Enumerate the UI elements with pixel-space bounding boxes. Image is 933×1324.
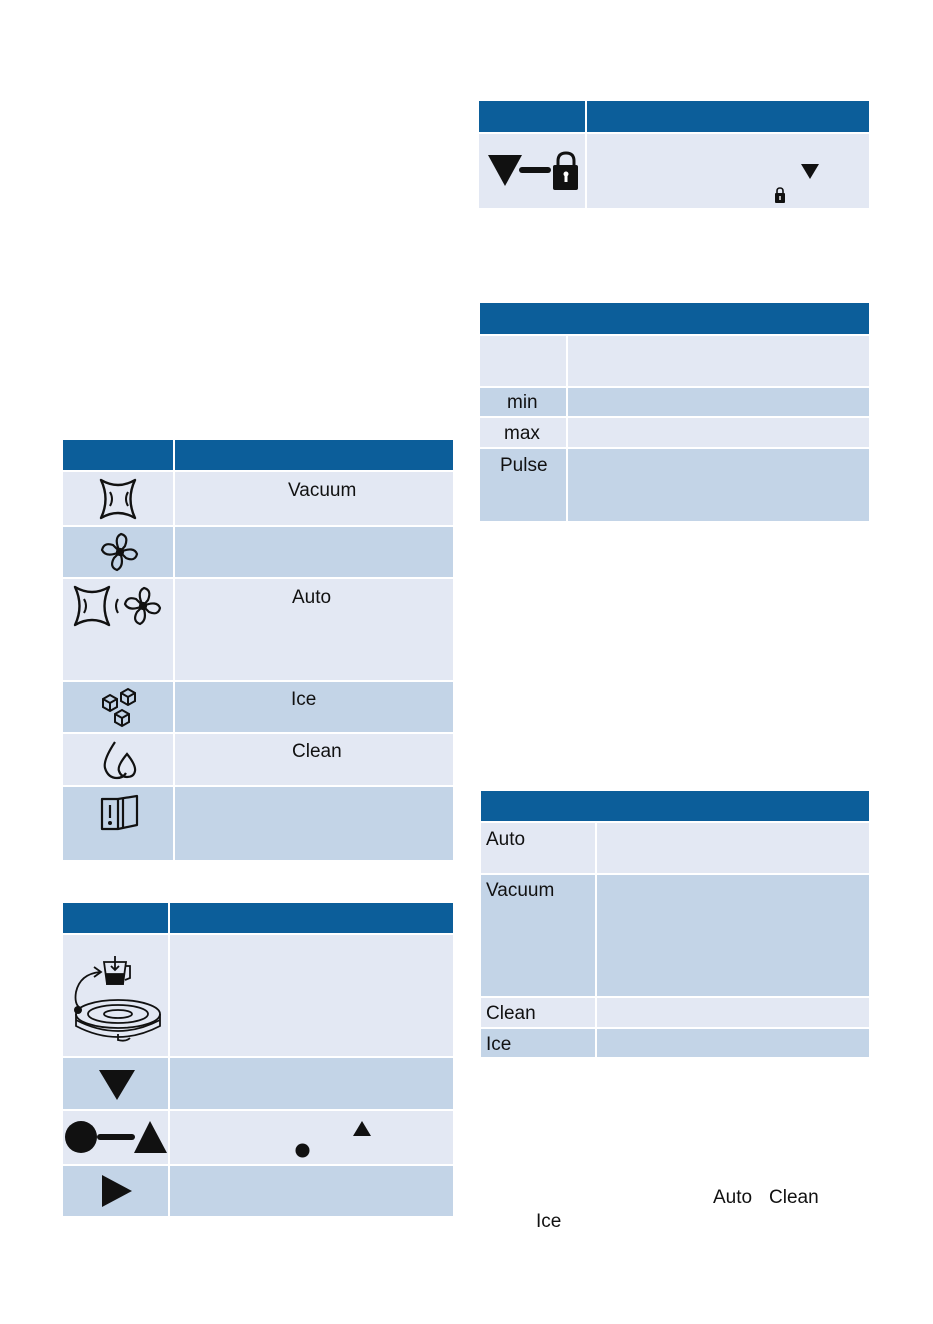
modes-row-text: Clean — [292, 741, 342, 762]
modes-row-text: Vacuum — [288, 480, 357, 501]
note-word-clean: Clean — [769, 1187, 819, 1208]
table-row — [481, 998, 869, 1027]
modes-row-text: Auto — [292, 587, 332, 608]
speed-label-pulse: Pulse — [500, 455, 548, 476]
water-drops-icon — [101, 738, 139, 782]
table-row — [481, 1029, 869, 1057]
speed-label-min: min — [507, 392, 538, 413]
table-row — [480, 336, 869, 386]
jug-on-base-icon — [70, 952, 166, 1048]
program-label-clean: Clean — [486, 1003, 536, 1024]
lock-table-header — [479, 101, 869, 132]
play-triangle-icon — [101, 1174, 133, 1208]
ice-cubes-icon — [100, 687, 140, 729]
program-label-vacuum: Vacuum — [486, 880, 555, 901]
note-word-auto: Auto — [713, 1187, 753, 1208]
program-label-auto: Auto — [486, 829, 526, 850]
triangle-down-icon — [801, 164, 819, 179]
table-row — [481, 823, 869, 873]
speed-label-max: max — [504, 423, 540, 444]
table-row — [480, 388, 869, 416]
modes-table-header — [63, 440, 453, 470]
vacuum-blade-icon — [72, 585, 168, 627]
triangle-down-icon — [98, 1069, 136, 1101]
lock-icon — [774, 187, 786, 204]
program-label-ice: Ice — [486, 1034, 512, 1055]
dot-icon — [295, 1143, 310, 1158]
note-word-ice: Ice — [536, 1211, 562, 1232]
triangle-up-icon — [353, 1121, 371, 1136]
speed-table-header — [480, 303, 869, 334]
modes-row-text: Ice — [291, 689, 317, 710]
program-table-header — [481, 791, 869, 821]
manual-icon — [99, 795, 141, 833]
triangle-lock-icon — [487, 151, 579, 191]
blade-icon — [99, 532, 141, 572]
dot-line-triangle-icon — [64, 1120, 168, 1154]
jug-table-header — [63, 903, 453, 933]
vacuum-icon — [98, 478, 142, 520]
